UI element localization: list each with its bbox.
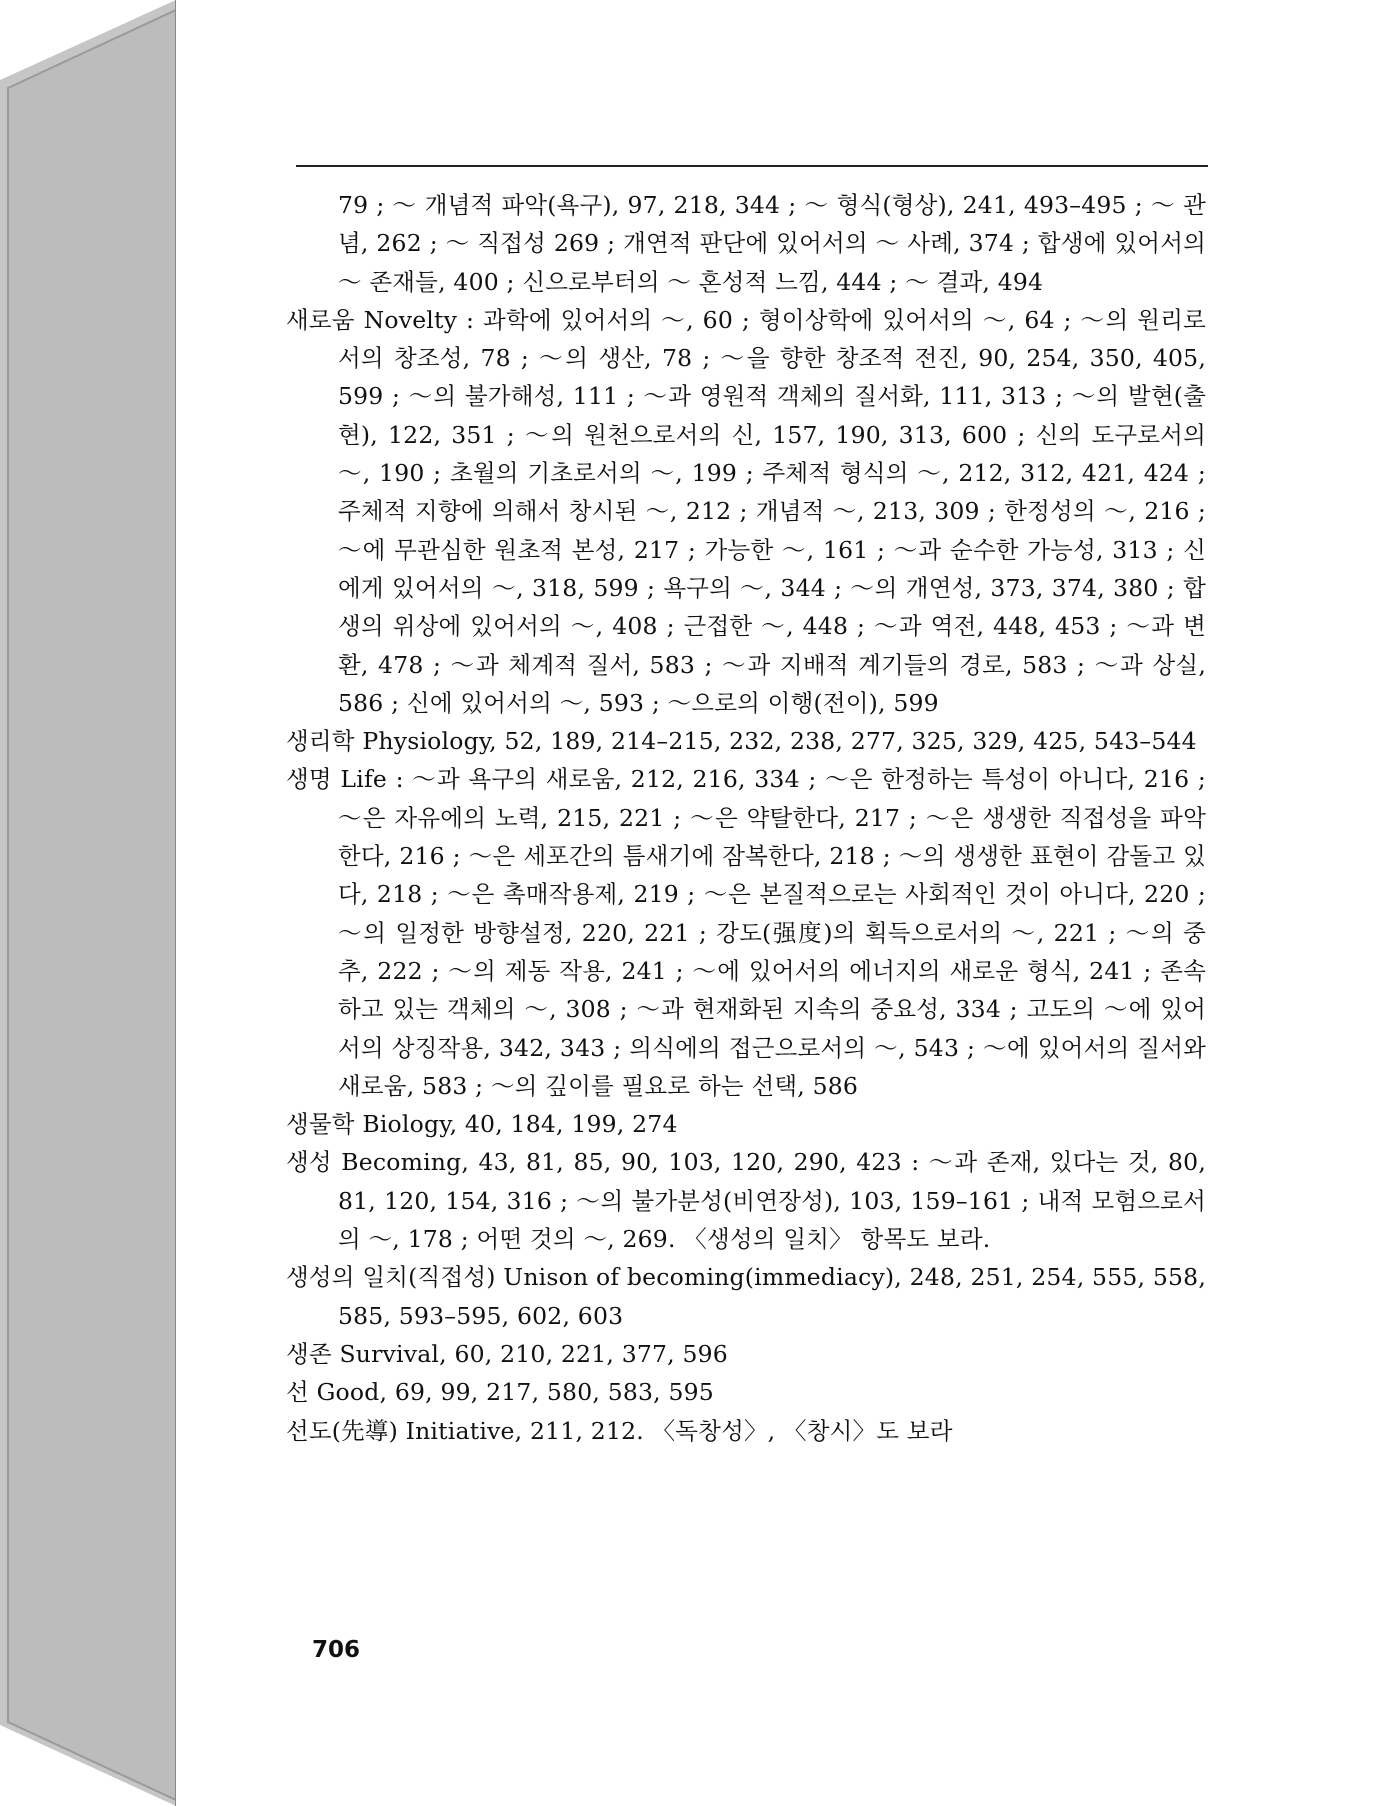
index-entry-good: 선 Good, 69, 99, 217, 580, 583, 595 bbox=[286, 1378, 714, 1407]
index-entry-biology: 생물학 Biology, 40, 184, 199, 274 bbox=[286, 1110, 678, 1139]
index-entry-novelty: 새로움 Novelty : 과학에 있어서의 ～, 60 ; 형이상학에 있어서의 ～, 64 ; ～의 원리로서의 창조성, 78 ; ～의 생산, 78 ; ～을 향한 창조적 전진, 90, 254, 350, 405, 599 ; ～의 불가해성, 111 ; ～과 영원적 객체의 질서화, 111, 313 ; ～의 발현(출현), 122, 351 ; ～의 원천으로서의 신, 157, 190, 313, 600 ; 신의 도구로서의 ～, 190 ; 초월의 기초로서의 ～, 199 ; 주체적 형식의 ～, 212, 312, 421, 424 ; 주체적 지향에 의해서 창시된 ～, 212 ; 개념적 ～, 213, 309 ; 한정성의 ～, 216 ; ～에 무관심한 원초적 본성, 217 ; 가능한 ～, 161 ; ～과 순수한 가능성, 313 ; 신에게 있어서의 ～, 318, 599 ; 욕구의 ～, 344 ; ～의 개연성, 373, 374, 380 ; 합생의 위상에 있어서의 ～, 408 ; 근접한 ～, 448 ; ～과 역전, 448, 453 ; ～과 변환, 478 ; ～과 체계적 질서, 583 ; ～과 지배적 계기들의 경로, 583 ; ～과 상실, 586 ; 신에 있어서의 ～, 593 ; ～으로의 이행(전이), 599 bbox=[286, 305, 1206, 717]
index-entry-becoming: 생성 Becoming, 43, 81, 85, 90, 103, 120, 290, 423 : ～과 존재, 있다는 것, 80, 81, 120, 154, 316 ; ～의 불가분성(비연장성), 103, 159–161 ; 내적 모험으로서의 ～, 178 ; 어떤 것의 ～, 269. 〈생성의 일치〉 항목도 보라. bbox=[286, 1148, 1206, 1254]
index-entry-continued: 79 ; ～ 개념적 파악(욕구), 97, 218, 344 ; ～ 형식(형상), 241, 493–495 ; ～ 관념, 262 ; ～ 직접성 269 ; 개연적 판단에 있어서의 ～ 사례, 374 ; 합생에 있어서의 ～ 존재들, 400 ; 신으로부터의 ～ 혼성적 느낌, 444 ; ～ 결과, 494 bbox=[338, 191, 1206, 296]
index-entries bbox=[286, 186, 1206, 1450]
index-entry-initiative: 선도(先導) Initiative, 211, 212. 〈독창성〉, 〈창시〉도 보라 bbox=[286, 1416, 953, 1445]
index-entry-physiology: 생리학 Physiology, 52, 189, 214–215, 232, 238, 277, 325, 329, 425, 543–544 bbox=[286, 727, 1197, 756]
index-entry-unison-of-becoming: 생성의 일치(직접성) Unison of becoming(immediacy), 248, 251, 254, 555, 558, 585, 593–595, 602, 603 bbox=[286, 1263, 1206, 1330]
index-entry-survival: 생존 Survival, 60, 210, 221, 377, 596 bbox=[286, 1339, 728, 1368]
top-rule-divider bbox=[296, 165, 1208, 167]
page-number: 706 bbox=[312, 1637, 361, 1663]
index-entry-life: 생명 Life : ～과 욕구의 새로움, 212, 216, 334 ; ～은 한정하는 특성이 아니다, 216 ; ～은 자유에의 노력, 215, 221 ; ～은 약탈한다, 217 ; ～은 생생한 직접성을 파악한다, 216 ; ～은 세포간의 틈새기에 잠복한다, 218 ; ～의 생생한 표현이 감돌고 있다, 218 ; ～은 촉매작용제, 219 ; ～은 본질적으로는 사회적인 것이 아니다, 220 ; ～의 일정한 방향설정, 220, 221 ; 강도(强度)의 획득으로서의 ～, 221 ; ～의 중추, 222 ; ～의 제동 작용, 241 ; ～에 있어서의 에너지의 새로운 형식, 241 ; 존속하고 있는 객체의 ～, 308 ; ～과 현재화된 지속의 중요성, 334 ; 고도의 ～에 있어서의 상징작용, 342, 343 ; 의식에의 접근으로서의 ～, 543 ; ～에 있어서의 질서와 새로움, 583 ; ～의 깊이를 필요로 하는 선택, 586 bbox=[286, 765, 1206, 1100]
